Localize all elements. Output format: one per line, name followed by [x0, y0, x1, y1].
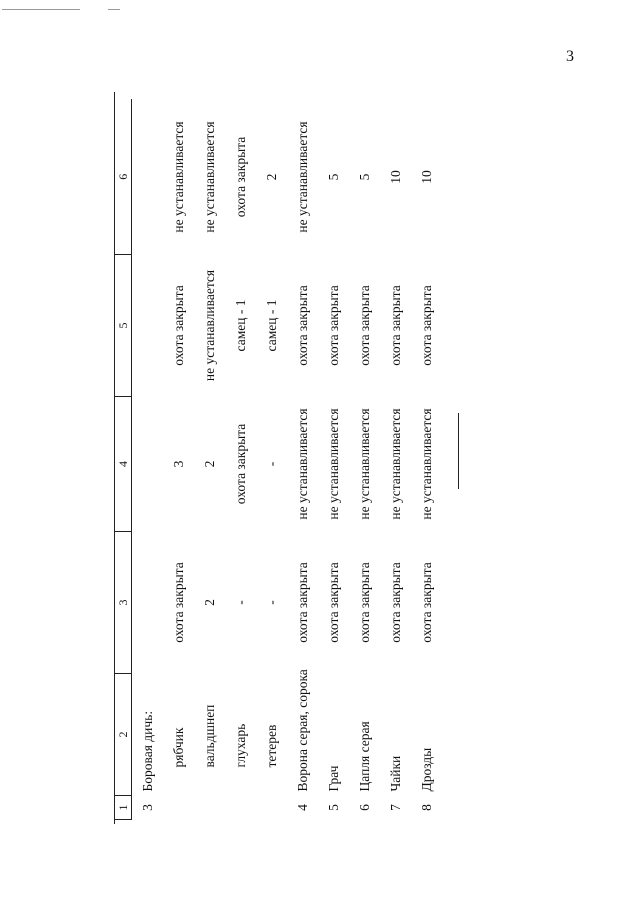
table-row [318, 100, 349, 820]
row-name: рябчик [170, 727, 186, 768]
row-number: 8 [418, 804, 434, 811]
table-row [287, 100, 318, 820]
cell-col5: охота закрыта [387, 285, 403, 366]
header-cell: 4 [115, 397, 132, 532]
cell-col3: охота закрыта [418, 562, 434, 643]
cell-col5: охота закрыта [170, 285, 186, 366]
row-name: тетерев [263, 724, 279, 768]
cell-col4: охота закрыта [232, 423, 248, 505]
header-cell: 1 [115, 796, 132, 820]
cell-col3: охота закрыта [387, 562, 403, 643]
cell-col6: 2 [263, 173, 279, 181]
table-header-row [115, 100, 132, 820]
row-number [225, 796, 256, 820]
table-row [132, 100, 164, 820]
page-number: 3 [566, 48, 574, 65]
header-cell: 3 [115, 532, 132, 674]
cell-col6: не устанавливается [201, 121, 217, 233]
cell-col3: - [263, 600, 279, 605]
cell-col5: охота закрыта [294, 285, 310, 366]
cell-col5: охота закрыта [356, 285, 372, 366]
cell-col5: охота закрыта [418, 285, 434, 366]
cell-col3: охота закрыта [294, 562, 310, 643]
row-name: Грач [325, 765, 341, 792]
row-name: глухарь [232, 723, 248, 768]
table-row [194, 100, 225, 820]
row-number: 7 [387, 804, 403, 811]
header-cell: 5 [115, 255, 132, 397]
row-number [256, 796, 287, 820]
cell-col4: 3 [170, 460, 186, 468]
row-name: Чайки [387, 755, 403, 792]
cell-col5: самец - 1 [263, 299, 279, 352]
rotated-table [114, 100, 524, 820]
table-row [163, 100, 194, 820]
table-row [256, 100, 287, 820]
cell-col6: 10 [418, 170, 434, 184]
cell-col6: охота закрыта [232, 136, 248, 218]
table-row [411, 100, 442, 820]
cell-col3: охота закрыта [325, 562, 341, 643]
table-row [380, 100, 411, 820]
cell-col3: - [232, 600, 248, 605]
row-number [194, 796, 225, 820]
cell-col4: не устанавливается [387, 408, 403, 520]
cell-col6: не устанавливается [170, 121, 186, 233]
row-number: 4 [294, 804, 310, 811]
row-number: 6 [356, 804, 372, 811]
cell-col5: охота закрыта [325, 285, 341, 366]
table-row [349, 100, 380, 820]
row-name: вальдшнеп [201, 704, 217, 768]
header-cell: 2 [115, 674, 132, 796]
row-number: 5 [325, 804, 341, 811]
cell-col4: не устанавливается [356, 408, 372, 520]
cell-col6: не устанавливается [294, 121, 310, 233]
cell-col6: 5 [356, 173, 372, 181]
table-row [225, 100, 256, 820]
data-table [114, 100, 442, 821]
row-name: Боровая дичь: [139, 710, 155, 792]
cell-col5: самец - 1 [232, 299, 248, 352]
cell-col5: не устанавливается [201, 269, 217, 382]
scan-mark-left [2, 9, 80, 10]
cell-col4: - [263, 461, 279, 467]
cell-col4: не устанавливается [418, 408, 434, 520]
cell-col3: охота закрыта [356, 562, 372, 643]
cell-col4: 2 [201, 460, 217, 468]
cell-col3: 2 [201, 599, 217, 606]
row-number: 3 [139, 804, 155, 811]
row-name: Цапля серая [356, 721, 372, 792]
cell-col4: не устанавливается [294, 408, 310, 520]
row-name: Ворона серая, сорока [294, 669, 310, 792]
cell-col6: 5 [325, 173, 341, 181]
scan-mark-right [108, 9, 120, 10]
row-name: Дрозды [418, 747, 434, 792]
header-cell: 6 [115, 100, 132, 255]
cell-col3: охота закрыта [170, 562, 186, 643]
cell-col4: не устанавливается [325, 408, 341, 520]
cell-col6: 10 [387, 170, 403, 184]
row-number [163, 796, 194, 820]
